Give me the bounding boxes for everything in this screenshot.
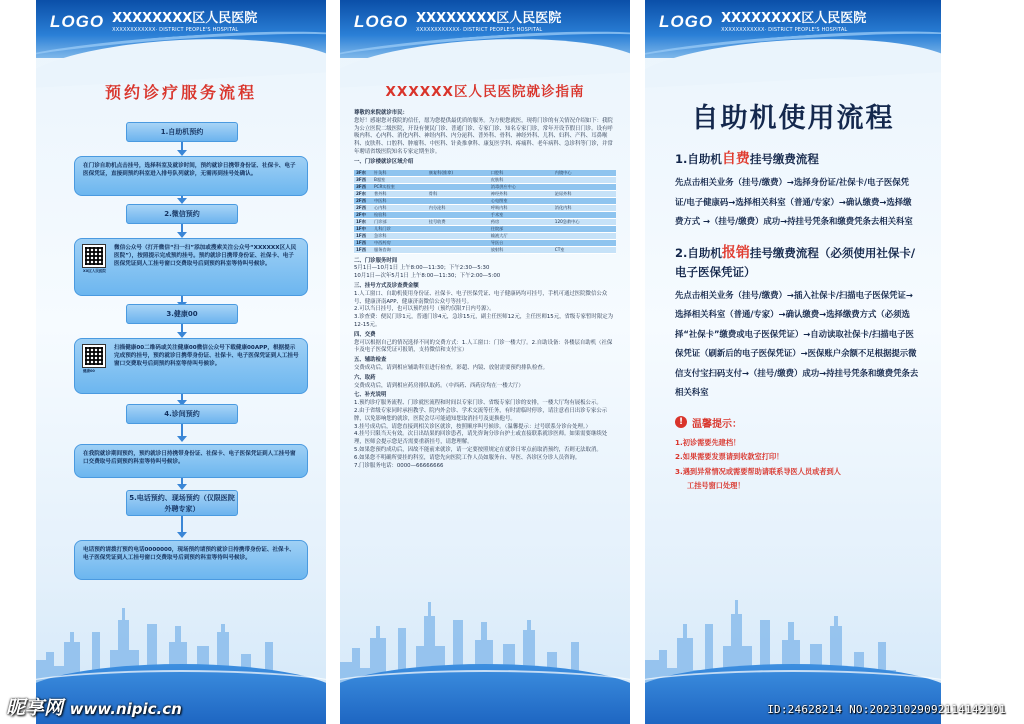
step-2-text: 微信公众号（打开微信“扫一扫”添加或搜索关注公众号“XXXXXX区人民医院”），按照提示完成预约挂号。预约就诊日携带身份证、社保卡、电子医保凭证到人工挂号窗口交费取号后到预约科室等待叫号候诊。 (114, 245, 297, 267)
step-2-head: 2.微信预约 (126, 204, 238, 224)
table-row (354, 197, 616, 204)
department-cell: 骨科 (427, 190, 489, 197)
subheading-suffix: 挂号缴费流程 (749, 152, 819, 166)
paragraph: 1.预约诊疗服务流程、门诊就医流程和时间以专家门诊、省级专家门诊的安排，一楼大厅均有展板公示。 (354, 400, 602, 407)
department-cell: 消毒供应中心 (489, 183, 553, 190)
qr-caption: XX区人民医院 (83, 269, 106, 273)
table-row (354, 183, 616, 190)
step-1-body: 在门诊自助机点击挂号，选择科室及就诊时间，预约就诊日携带身份证、社保卡、电子医保凭证，直接到预约科室进入排号队列就诊，无需再到挂号处确认。 (74, 156, 308, 196)
tip-item: 工挂号窗口处理！ (687, 481, 745, 490)
department-cell (427, 232, 489, 239)
logo-row (50, 12, 318, 34)
floor-cell: 1F西 (354, 239, 372, 246)
department-cell: 内镜中心 (553, 170, 616, 177)
logo: LOGO (354, 12, 409, 31)
department-cell: 输液大厅 (489, 232, 553, 239)
department-cell (427, 246, 489, 253)
department-cell: 泌尿外科 (553, 190, 616, 197)
department-cell: 检验科 (372, 211, 427, 218)
watermark-logo (6, 693, 182, 720)
floor-cell: 2F西 (354, 204, 372, 211)
poster-self-service-kiosk (645, 0, 941, 724)
floor-cell: 1F西 (354, 232, 372, 239)
tips-list (675, 436, 919, 494)
tips-heading (675, 415, 919, 430)
department-cell (553, 232, 616, 239)
department-cell: 服务咨询 (372, 246, 427, 253)
hospital-name: XXXXXXXX区人民医院 (721, 11, 867, 26)
department-cell: 口腔科 (489, 170, 553, 177)
table-row (354, 211, 616, 218)
section-heading: 一、门诊楼就诊区域介绍 (354, 158, 414, 165)
logo: LOGO (50, 12, 105, 31)
qr-caption: 健康00 (83, 369, 95, 373)
department-cell (427, 211, 489, 218)
insurance-steps: 先点击相关业务（挂号/缴费）→插入社保卡/扫描电子医保凭证→选择相关科室（普通/专家）→确认缴费→选择缴费方式（必须选择“社保卡”缴费或电子医保凭证）→自动读取社保卡/扫描电子医保凭证（刷新后的电子医保凭证）→医保账户余额不足根据提示微信支付宝扫码支付→（挂号/缴费）成功→持挂号凭条和缴费凭条去相关科室 (675, 289, 919, 397)
hospital-name: XXXXXXXX区人民医院 (416, 11, 562, 26)
step-4-body: 在我院就诊期间预约，预约就诊日持携带身份证、社保卡、电子医保凭证到人工挂号窗口交费取号后到预约科室等待叫号候诊。 (74, 444, 308, 478)
subheading-highlight: 自费 (721, 151, 750, 167)
table-row (354, 190, 616, 197)
poster-title: XXXXXX区人民医院就诊指南 (385, 84, 585, 100)
table-row (354, 232, 616, 239)
guide-content (354, 108, 616, 470)
department-cell: 针灸科 (372, 170, 427, 177)
department-cell: 康复科(推拿) (427, 170, 489, 177)
paragraph: 您可以根据自己的情况选择不同的交费方式：1.人工窗口：门诊一楼大厅。2.自助设备：各楼层自助机（社保卡及电子医保凭证可报销，支持微信和支付宝） (354, 339, 613, 354)
paragraph: 交费成功后，请到相应药房排队取药。（中西药、西药房均在一楼大厅） (354, 382, 524, 389)
department-cell: 住院部 (489, 225, 553, 232)
department-cell (553, 225, 616, 232)
department-cell: 急诊科 (372, 232, 427, 239)
subheading-prefix: 2.自助机 (675, 245, 722, 260)
exclamation-icon: ! (675, 416, 687, 428)
department-cell (553, 183, 616, 190)
department-cell: 心电图室 (489, 197, 553, 204)
department-cell: 内分泌科 (427, 204, 489, 211)
paragraph: 交费成功后，请到相应辅助科室进行检查，彩超、内镜、放射需要预约排队检查。 (354, 364, 549, 371)
step-3-text: 扫描健康00二维码或关注健康00微信公众号下载健康00APP，根据提示完成预约挂号，预约就诊日携带身份证、社保卡、电子医保凭证到人工挂号窗口交费取号后到预约科室等待叫号候诊。 (114, 345, 299, 367)
department-cell: 皮肤科 (489, 176, 553, 183)
section-heading: 三、挂号方式及诊查费金额 (354, 282, 419, 289)
subheading-insurance (675, 244, 919, 282)
qr-code-icon (83, 245, 105, 267)
step-5-body: 电话预约请拨打预约电话0000000，现场预约请预约就诊日持携带身份证、社保卡、电子医保凭证到人工挂号窗口交费取号后到预约科室等待叫号候诊。 (74, 540, 308, 580)
floor-cell: 2F东 (354, 190, 372, 197)
table-row (354, 246, 616, 253)
floor-cell: 1F西 (354, 246, 372, 253)
qr-code-icon (83, 345, 105, 367)
department-cell: B超室 (372, 176, 427, 183)
floor-cell: 1F中 (354, 225, 372, 232)
wechat-qr (83, 244, 110, 275)
watermark-site: 昵享网 (6, 697, 64, 719)
department-cell (553, 239, 616, 246)
arrow-down-icon (177, 324, 187, 338)
tip-item: 2.如果需要发票请到收款室打印！ (675, 452, 784, 461)
paragraph: 4.挂号只限当天有效。次日出结果的回诊患者，请先咨询分诊台护士或直接联系就诊医师。如果需要继续处理，医师会提示您是否需要重新挂号，请您理解。 (354, 431, 608, 446)
department-cell (427, 225, 489, 232)
logo-row (354, 12, 622, 34)
department-table (354, 170, 616, 254)
department-cell (553, 211, 616, 218)
hospital-en: XXXXXXXXXXXX· DISTRICT PEOPLE'S HOSPITAL (721, 27, 848, 33)
section-heading: 七、补充说明 (354, 392, 387, 399)
arrow-down-icon (177, 424, 187, 442)
hospital-block (721, 12, 866, 34)
arrow-down-icon (177, 516, 187, 538)
paragraph: 3.挂号成功后，请您直接到相关诊区就诊，按照顺序叫号候诊。（温馨提示：过号联系分诊台处理。） (354, 423, 591, 430)
department-cell: 中西药房 (372, 239, 427, 246)
department-cell: 中医科 (372, 197, 427, 204)
logo-row (659, 12, 933, 34)
subheading-self-pay (675, 150, 919, 169)
department-cell: 儿科门诊 (372, 225, 427, 232)
department-cell (427, 183, 489, 190)
department-cell: 普外科 (372, 190, 427, 197)
hospital-en: XXXXXXXXXXXX· DISTRICT PEOPLE'S HOSPITAL (112, 27, 239, 33)
section-heading: 四、交费 (354, 331, 376, 338)
section-heading: 五、辅助检查 (354, 357, 387, 364)
service-phone: 7.门诊服务电话：0000—66666666 (354, 462, 444, 469)
step-5-head: 5.电话预约、现场预约（仅限医院外聘专家） (126, 490, 238, 516)
step-4-head: 4.诊间预约 (126, 404, 238, 424)
department-cell: 放射科 (489, 246, 553, 253)
department-cell: 心内科 (372, 204, 427, 211)
tip-item: 1.初诊需要先建档！ (675, 437, 741, 447)
step-2-body (74, 238, 308, 296)
hospital-block (416, 12, 561, 34)
floor-cell: 2F中 (354, 211, 372, 218)
paragraph: 2.可以当日挂号，也可以预约挂号（预约仅限7日内号源）。 (354, 306, 495, 313)
floor-cell: 1F东 (354, 218, 372, 225)
hospital-name: XXXXXXXX区人民医院 (112, 11, 258, 26)
department-cell: 120急救中心 (553, 218, 616, 225)
poster-appointment-process (36, 0, 326, 724)
section-heading: 二、门诊服务时间 (354, 257, 398, 264)
department-cell: CT室 (553, 246, 616, 253)
tips-title: 温馨提示： (692, 418, 742, 430)
hours-line: 10月1日—次年5月1日 上午8:00—11:30；下午2:00—5:00 (354, 273, 501, 280)
department-cell: 消化内科 (553, 204, 616, 211)
floor-cell: 2F西 (354, 197, 372, 204)
table-row (354, 218, 616, 225)
department-cell (427, 176, 489, 183)
arrow-down-icon (177, 224, 187, 238)
subheading-highlight: 报销 (721, 244, 750, 261)
floor-cell: 3F西 (354, 176, 372, 183)
poster-title: 自助机使用流程 (691, 103, 895, 134)
paragraph: 2.由于省级专家同时承担教学、院内外会诊、学术交流等任务，有时需临时停诊，请注意看日出诊专家公示牌，以免影响您的就诊，医院会尽可能通知您取消挂号及更换他号。 (354, 407, 608, 422)
footer-wave-line (340, 670, 630, 716)
table-row (354, 239, 616, 246)
floor-cell: 3F东 (354, 170, 372, 177)
step-3-body (74, 338, 308, 394)
tip-item: 3.遇到异常情况或需要帮助请联系导医人员或者到人 (675, 466, 841, 476)
hospital-en: XXXXXXXXXXXX· DISTRICT PEOPLE'S HOSPITAL (416, 27, 543, 33)
arrow-down-icon (177, 196, 187, 204)
floor-cell: 3F西 (354, 183, 372, 190)
department-cell: 手术室 (489, 211, 553, 218)
paragraph: 3.诊查费：便民门诊1元，普通门诊4元，急诊15元，副主任医师12元，主任医师15元，省级专家暂时限定为12-15元。 (354, 314, 613, 328)
section-heading: 六、取药 (354, 374, 376, 381)
department-cell (427, 239, 489, 246)
paragraph: 5.如果您预约成功后，因故不能前来就诊，请一定要按照规定在就诊日零点前取消预约，否则无法取消。 (354, 446, 602, 453)
watermark-id: ID:24628214 NO:20231029092114142101 (767, 703, 1006, 716)
department-cell: 挂号收费 (427, 218, 489, 225)
kiosk-content (675, 150, 919, 494)
poster-visit-guide (340, 0, 630, 724)
paragraph: 6.如果您不明确所要挂的科室，请您先向医院工作人员如服务台、导医、各诊区分诊人员咨询。 (354, 454, 581, 461)
department-cell: PCR实验室 (372, 183, 427, 190)
table-row (354, 204, 616, 211)
department-cell: 门诊部 (372, 218, 427, 225)
logo: LOGO (659, 12, 714, 31)
table-row (354, 176, 616, 183)
self-pay-steps: 先点击相关业务（挂号/缴费）→选择身份证/社保卡/电子医保凭证/电子健康码→选择相关科室（普通/专家）→确认缴费→选择缴费方式 →（挂号/缴费）成功→持挂号凭条和缴费凭条去相关科室 (675, 177, 913, 226)
department-cell (427, 197, 489, 204)
greeting: 尊敬的来院就诊市民： (354, 110, 408, 116)
poster-title: 预约诊疗服务流程 (104, 83, 257, 102)
arrow-down-icon (177, 142, 187, 156)
paragraph: 1.人工窗口、自助机使用身份证、社保卡、电子医保凭证、电子健康码均可挂号，手机可通过医院微信公众号、健康济南APP、健康济南微信公众号等挂号。 (354, 290, 608, 305)
arrow-down-icon (177, 478, 187, 490)
step-1-head: 1.自助机预约 (126, 122, 238, 142)
intro: 您好！感谢您对我院的信任，愿为您提供最优质的服务。为方便您就医，现将门诊的有关情况介绍如下：我院为公立医院二级医院，开设有便民门诊、普通门诊、专家门诊、知名专家门诊，常年开设节假日门诊。设有呼吸内科、心内科、消化内科、神经内科、内分泌科、普外科、骨科、神经外科、儿科、妇科、产科、耳鼻喉科、皮肤科、口腔科、肿瘤科、中医科、针灸推拿科、康复医学科、疼痛科、老年病科、急诊科等门诊，并常年聘请省级医院知名专家定期坐诊。 (354, 117, 613, 155)
department-cell (553, 197, 616, 204)
department-cell: 药房 (489, 218, 553, 225)
subheading-suffix: 挂号缴费流程（必须使用社保卡/电子医保凭证） (675, 245, 916, 279)
subheading-prefix: 1.自助机 (675, 152, 722, 166)
department-cell (553, 176, 616, 183)
table-row (354, 225, 616, 232)
hospital-block (112, 12, 257, 34)
department-cell: 神经外科 (489, 190, 553, 197)
hours-line: 5月1日—10月1日 上午8:00—11:30；下午2:30—5:30 (354, 265, 490, 272)
watermark-url: www.nipic.cn (69, 700, 182, 718)
department-cell: 导医台 (489, 239, 553, 246)
health-qr (83, 344, 110, 375)
step-3-head: 3.健康00 (126, 304, 238, 324)
department-cell: 呼吸内科 (489, 204, 553, 211)
